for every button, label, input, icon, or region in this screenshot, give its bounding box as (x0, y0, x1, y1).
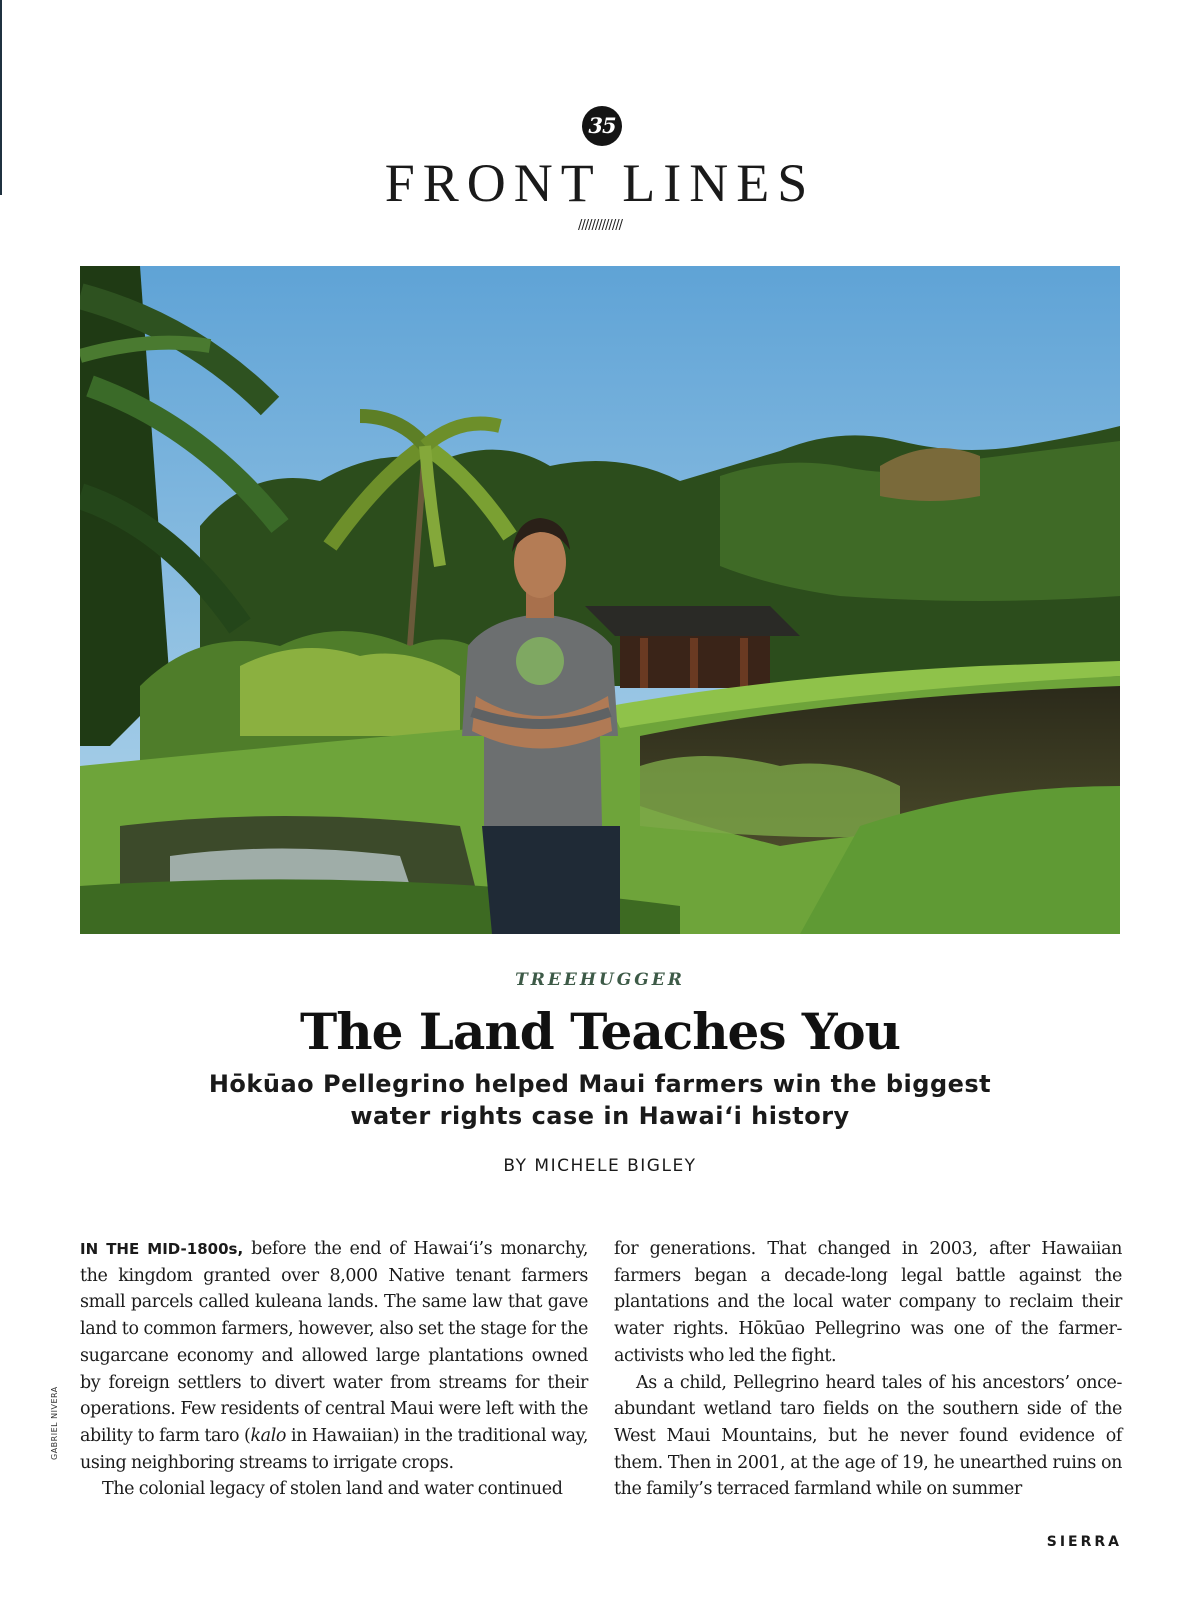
body-column-right (614, 1236, 1122, 1503)
photo-credit: GABRIEL NIVERA (50, 1386, 59, 1460)
magazine-name: SIERRA (1046, 1534, 1122, 1550)
body-paragraph: for generations. That changed in 2003, after Hawaiian farmers began a decade-long legal battle against the plantations and the local water company to reclaim their water rights. Hōkūao Pellegrino was one of the farmer-activists who led the fight. (614, 1239, 1122, 1366)
body-text: in Hawaiian) in the traditional way, using neighboring streams to irrigate crops. (80, 1425, 588, 1473)
body-paragraph: The colonial legacy of stolen land and water continued (102, 1479, 563, 1500)
section-rule: ///////////// (578, 218, 622, 233)
article-dek: Hōkūao Pellegrino helped Maui farmers win the biggest water rights case in Hawaiʻi history (208, 1070, 992, 1130)
body-text: before the end of Hawaiʻi’s monarchy, the kingdom granted over 8,000 Native tenant farmers small parcels called kuleana lands. The same law that gave land to common farmers, however, also set the stage for the sugarcane economy and allowed large plantations owned by foreign settlers to divert water from streams for their operations. Few residents of central Maui were left with the ability to farm taro ( (80, 1239, 588, 1446)
body-column-left (80, 1236, 588, 1503)
hero-photo (80, 266, 1120, 934)
page-number-badge: 35 (582, 106, 622, 146)
shrubs-sunlit (240, 648, 460, 736)
article-headline: The Land Teaches You (300, 1002, 900, 1061)
hero-photo-illustration (80, 266, 1120, 934)
lead-in: IN THE MID-1800s, (80, 1240, 244, 1258)
section-title: FRONT LINES (384, 153, 816, 213)
body-italic: kalo (250, 1425, 287, 1446)
article-byline: BY MICHELE BIGLEY (503, 1156, 697, 1176)
body-paragraph: As a child, Pellegrino heard tales of his ancestors’ once-abundant wetland taro fields on the southern side of the West Maui Mountains, but he never found evidence of them. Then in 2001, at the age of 19, he unearthed ruins on the family’s terraced farmland while on summer (614, 1372, 1122, 1500)
body-paragraph (80, 1236, 588, 1476)
article-kicker: TREEHUGGER (515, 970, 685, 990)
